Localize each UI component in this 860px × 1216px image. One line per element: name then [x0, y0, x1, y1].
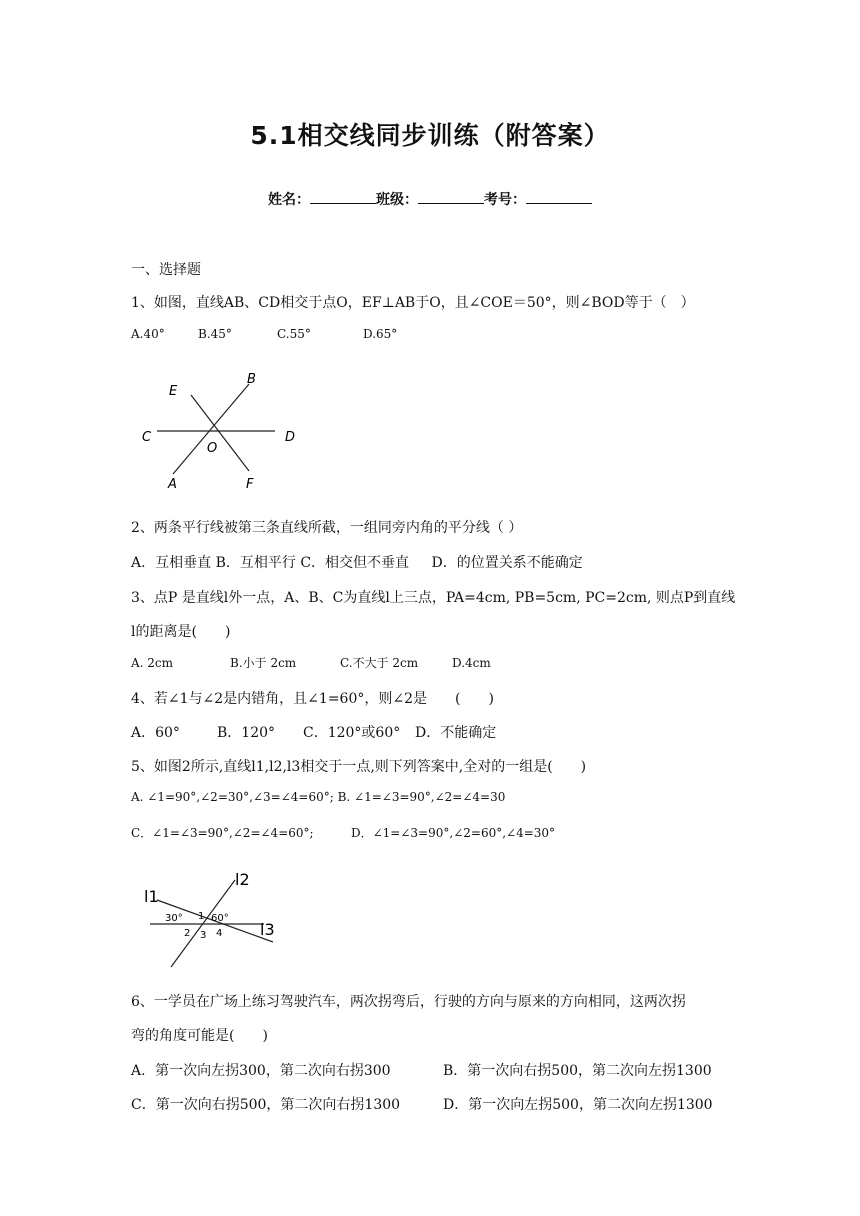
- label-o: O: [207, 441, 218, 456]
- label-b: B: [247, 372, 256, 387]
- label-l3: l3: [260, 920, 275, 939]
- q5-figure: [140, 860, 290, 970]
- q2-stem: 2、两条平行线被第三条直线所截，一组同旁内角的平分线（ ）: [131, 520, 523, 536]
- angle-2-label: 2: [184, 928, 191, 939]
- q6-stem-line2: 弯的角度可能是( ): [131, 1028, 268, 1044]
- q6-options-ab: [131, 1060, 712, 1080]
- q2-option-b: B．互相平行: [215, 555, 296, 571]
- angle-60-label: 60°: [211, 913, 229, 924]
- page-title: 5.1相交线同步训练（附答案）: [250, 121, 610, 150]
- angle-1-label: 1: [198, 911, 205, 922]
- line-ab: [173, 384, 249, 474]
- class-blank[interactable]: [418, 189, 484, 204]
- q1-figure: [135, 362, 315, 492]
- q5-option-c: C．∠1=∠3=90°,∠2=∠4=60°;: [131, 826, 314, 840]
- student-info-line: [0, 189, 860, 209]
- angle-4-label: 4: [216, 928, 223, 939]
- q5-stem: 5、如图2所示,直线l1,l2,l3相交于一点,则下列答案中,全对的一组是( ): [131, 759, 587, 775]
- q3-options: [131, 654, 491, 671]
- q5-options-cd: [131, 824, 555, 841]
- q1-option-a: A.40°: [131, 327, 165, 341]
- angle-3-label: 3: [200, 930, 207, 941]
- q5-option-a: A. ∠1=90°,∠2=30°,∠3=∠4=60°;: [131, 790, 334, 804]
- exam-number-blank[interactable]: [526, 189, 592, 204]
- q4-option-d: D．不能确定: [415, 725, 497, 741]
- q1-options: [131, 327, 397, 341]
- class-label: 班级：: [376, 192, 418, 208]
- q4-option-c: C．120°或60°: [303, 725, 401, 741]
- q4-option-b: B．120°: [217, 725, 276, 741]
- q6-option-b: B．第一次向右拐500，第二次向左拐1300: [443, 1063, 712, 1079]
- label-l1: l1: [144, 887, 159, 906]
- label-a: A: [168, 477, 177, 492]
- q1-stem: 1、如图，直线AB、CD相交于点O，EF⊥AB于O，且∠COE＝50°，则∠BOD等于（ ）: [131, 295, 695, 311]
- q4-options: [131, 722, 496, 742]
- q6-option-a: A．第一次向左拐300，第二次向右拐300: [131, 1063, 391, 1079]
- q6-option-c: C．第一次向右拐500，第二次向右拐1300: [131, 1097, 401, 1113]
- angle-30-label: 30°: [165, 913, 183, 924]
- q3-option-d: D.4cm: [452, 656, 491, 670]
- q6-stem-line1: 6、一学员在广场上练习驾驶汽车，两次拐弯后，行驶的方向与原来的方向相同，这两次拐: [131, 994, 686, 1010]
- label-f: F: [246, 477, 254, 492]
- q5-option-d: D．∠1=∠3=90°,∠2=60°,∠4=30°: [351, 826, 556, 840]
- q3-stem-line2: l的距离是( ): [131, 624, 231, 640]
- q2-option-d: D．的位置关系不能确定: [431, 555, 583, 571]
- q1-option-b: B.45°: [198, 327, 232, 341]
- q3-stem-line1: 3、点P 是直线l外一点，A、B、C为直线l上三点，PA=4cm, PB=5cm, PC=2cm, 则点P到直线: [131, 590, 736, 606]
- label-e: E: [169, 384, 178, 399]
- q6-options-cd: [131, 1094, 713, 1114]
- label-d: D: [285, 430, 296, 445]
- q4-option-a: A．60°: [131, 725, 180, 741]
- label-c: C: [142, 430, 152, 445]
- q3-option-b: B.小于 2cm: [230, 656, 297, 670]
- q1-option-d: D.65°: [363, 327, 398, 341]
- line-ef: [191, 395, 249, 471]
- q1-option-c: C.55°: [277, 327, 311, 341]
- name-blank[interactable]: [310, 189, 376, 204]
- q3-option-c: C.不大于 2cm: [340, 656, 419, 670]
- q2-option-c: C．相交但不垂直: [300, 555, 410, 571]
- name-label: 姓名：: [268, 192, 310, 208]
- label-l2: l2: [235, 870, 250, 889]
- q2-options: [131, 552, 583, 572]
- q4-stem: 4、若∠1与∠2是内错角，且∠1=60°，则∠2是 ( ): [131, 691, 494, 707]
- section-heading: 一、选择题: [131, 262, 201, 278]
- q3-option-a: A. 2cm: [131, 656, 174, 670]
- q6-option-d: D．第一次向左拐500，第二次向左拐1300: [443, 1097, 713, 1113]
- q2-option-a: A．互相垂直: [131, 555, 212, 571]
- exam-label: 考号：: [484, 192, 526, 208]
- q5-option-b: B. ∠1=∠3=90°,∠2=∠4=30: [337, 790, 506, 804]
- q5-options-ab: [131, 790, 505, 804]
